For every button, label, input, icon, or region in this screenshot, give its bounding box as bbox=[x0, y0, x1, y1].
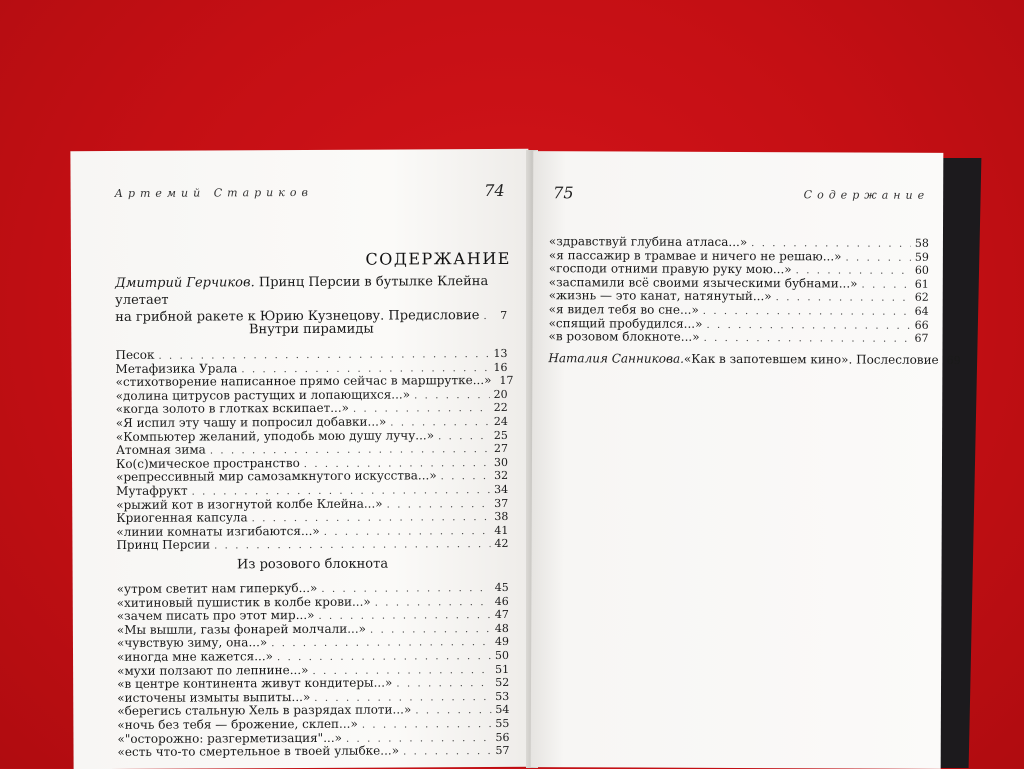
toc-entry-page: 64 bbox=[915, 305, 929, 319]
toc-entry bbox=[115, 347, 507, 363]
toc-entry-page: 37 bbox=[494, 496, 508, 510]
toc-entry-page: 24 bbox=[494, 415, 508, 429]
leader-dots bbox=[324, 525, 491, 539]
toc-entry bbox=[118, 744, 510, 760]
leader-dots bbox=[776, 292, 911, 306]
toc-entry-title: «здравствуй глубина атласа...» bbox=[549, 235, 747, 249]
toc-entry-title: «рыжий кот в изогнутой колбе Клейна...» bbox=[116, 497, 382, 512]
toc-entry bbox=[116, 496, 508, 512]
toc-entry bbox=[117, 676, 509, 692]
toc-entry-title: «Мы вышли, газы фонарей молчали...» bbox=[117, 622, 366, 637]
toc-entry-title: «долина цитрусов растущих и лопающихся...» bbox=[116, 388, 410, 403]
leader-dots bbox=[271, 636, 491, 651]
leader-dots bbox=[706, 318, 910, 332]
leader-dots bbox=[370, 623, 491, 637]
toc-entry-title: «господи отними правую руку мою...» bbox=[549, 262, 792, 277]
preface-entry bbox=[115, 273, 507, 327]
leader-dots bbox=[862, 278, 911, 292]
toc-entry-page: 50 bbox=[495, 649, 509, 663]
leader-dots bbox=[438, 430, 490, 444]
leader-dots bbox=[362, 718, 492, 732]
toc-entry-page: 25 bbox=[494, 428, 508, 442]
toc-entry-title: «берегись стальную Хель в разрядах плоти...» bbox=[117, 704, 411, 719]
toc-entry-title: Атомная зима bbox=[116, 444, 206, 458]
leader-dots bbox=[703, 305, 911, 320]
afterword-author: Наталия Санникова. bbox=[548, 351, 684, 366]
toc-entry-title: «"осторожно: разгерметизация"...» bbox=[117, 731, 342, 746]
leader-dots bbox=[704, 332, 911, 346]
toc-entry bbox=[116, 524, 508, 540]
afterword-title: «Как в запотевшем кино». Послесловие bbox=[684, 352, 939, 367]
toc-entry-page: 17 bbox=[499, 374, 513, 388]
toc-entry-page: 30 bbox=[494, 456, 508, 470]
toc-entry-page: 20 bbox=[494, 388, 508, 402]
afterword-page: 69 bbox=[947, 354, 961, 367]
toc-entry-page: 67 bbox=[915, 332, 929, 346]
toc-entry-page: 60 bbox=[915, 264, 929, 278]
leader-dots bbox=[414, 389, 490, 403]
toc-entry-title: «утром светит нам гиперкуб...» bbox=[117, 582, 318, 597]
toc-entry-page: 59 bbox=[915, 250, 929, 264]
toc-entry-title: «спящий пробудился...» bbox=[549, 317, 703, 331]
leader-dots bbox=[441, 470, 491, 484]
toc-entry-title: «стихотворение написанное прямо сейчас в маршрутке...» bbox=[116, 374, 492, 390]
toc-entry-title: «в розовом блокноте...» bbox=[549, 330, 700, 344]
toc-entry-page: 61 bbox=[915, 278, 929, 292]
toc-entry-title: Криогенная капсула bbox=[116, 511, 247, 525]
toc-entry-page: 55 bbox=[495, 717, 509, 731]
preface-title-line1: Принц Персии в бутылке Клейна улетает bbox=[115, 274, 488, 308]
running-head-contents: Содержание bbox=[804, 188, 930, 202]
leader-dots bbox=[277, 650, 491, 665]
toc-entry-page: 57 bbox=[495, 744, 509, 758]
toc-entry-page: 49 bbox=[495, 635, 509, 649]
toc-entry-title: Песок bbox=[115, 349, 154, 363]
toc-entry-title: «зачем писать про этот мир...» bbox=[117, 609, 315, 624]
toc-entry-page: 62 bbox=[915, 291, 929, 305]
toc-entry bbox=[117, 622, 509, 638]
toc-entry-page: 27 bbox=[494, 442, 508, 456]
toc-entry bbox=[117, 635, 509, 651]
leader-dots bbox=[403, 745, 492, 759]
toc-entry-page: 34 bbox=[494, 483, 508, 497]
toc-entry-title: «Я испил эту чашу и попросил добавки...» bbox=[116, 416, 387, 431]
toc-entry-title: «я видел тебя во сне...» bbox=[549, 303, 699, 317]
toc-entry-page: 32 bbox=[494, 469, 508, 483]
left-page bbox=[70, 149, 531, 769]
page-number-right: 75 bbox=[553, 183, 573, 202]
toc-entry-title: Мутафрукт bbox=[116, 485, 187, 499]
toc-entry bbox=[116, 428, 508, 444]
toc-entry-title: Ко(с)мическое пространство bbox=[116, 457, 300, 472]
toc-entry-page: 58 bbox=[915, 237, 929, 251]
toc-entry-title: «источены измыты выпиты...» bbox=[117, 691, 310, 706]
toc-entry-page: 41 bbox=[494, 524, 508, 538]
toc-entry-title: Метафизика Урала bbox=[115, 362, 237, 376]
toc-entry bbox=[116, 469, 508, 485]
toc-entry-page: 42 bbox=[494, 537, 508, 551]
toc-entry-page: 66 bbox=[915, 318, 929, 332]
leader-dots bbox=[214, 538, 490, 553]
preface-title-line2: на грибной ракете к Юрию Кузнецову. Предисловие bbox=[115, 307, 479, 326]
toc-list-pink-notebook bbox=[117, 581, 510, 760]
toc-entry-page: 54 bbox=[495, 703, 509, 717]
group-heading-pink-notebook: Из розового блокнота bbox=[117, 556, 509, 573]
toc-entry-title: «ночь без тебя — брожение, склеп...» bbox=[117, 718, 357, 733]
page-number-left: 74 bbox=[484, 181, 504, 200]
toc-entry-title: «чувствую зиму, она...» bbox=[117, 637, 267, 651]
toc-entry-title: «когда золото в глотках вскипает...» bbox=[116, 402, 349, 417]
leader-dots bbox=[387, 498, 491, 512]
right-page bbox=[531, 151, 944, 769]
toc-entry-title: «в центре континента живут кондитеры...» bbox=[117, 677, 392, 692]
toc-entry-title: «линии комнаты изгибаются...» bbox=[116, 525, 319, 540]
toc-entry-page: 52 bbox=[495, 676, 509, 690]
toc-entry-title: «заспамили всё своими языческими бубнами...» bbox=[549, 276, 858, 291]
toc-list-inside-pyramid bbox=[115, 347, 508, 553]
toc-entry-page: 13 bbox=[493, 347, 507, 361]
afterword-entry bbox=[548, 351, 928, 367]
toc-entry-page: 45 bbox=[495, 581, 509, 595]
running-head-author: Артемий Стариков bbox=[115, 186, 313, 200]
preface-author: Дмитрий Герчиков. bbox=[115, 275, 255, 291]
toc-entry-title: «мухи ползают по лепнине...» bbox=[117, 664, 308, 679]
toc-entry-title: Принц Персии bbox=[116, 539, 210, 553]
toc-list-right bbox=[549, 235, 929, 345]
toc-entry-page: 38 bbox=[494, 510, 508, 524]
contents-title: СОДЕРЖАНИЕ bbox=[365, 249, 511, 269]
toc-entry-page: 56 bbox=[495, 730, 509, 744]
toc-entry-page: 48 bbox=[495, 622, 509, 636]
leader-dots bbox=[415, 704, 491, 718]
toc-entry-page: 16 bbox=[493, 361, 507, 375]
toc-entry-title: «жизнь — это канат, натянутый...» bbox=[549, 290, 772, 305]
toc-entry-title: «иногда мне кажется...» bbox=[117, 650, 273, 664]
toc-entry bbox=[116, 442, 508, 458]
toc-entry-title: «репрессивный мир самозамкнутого искусства...» bbox=[116, 470, 437, 485]
toc-entry-title: «я пассажир в трамвае и ничего не решаю...» bbox=[549, 249, 842, 264]
toc-entry bbox=[117, 649, 509, 665]
leader-dots bbox=[396, 677, 491, 691]
toc-entry bbox=[116, 537, 508, 553]
preface-page: 7 bbox=[493, 307, 507, 324]
toc-entry-page: 51 bbox=[495, 662, 509, 676]
leader-dots bbox=[375, 596, 491, 610]
toc-entry-page: 53 bbox=[495, 690, 509, 704]
leader-dots bbox=[845, 251, 910, 265]
toc-entry-title: «хитиновый пушистик в колбе крови...» bbox=[117, 595, 371, 610]
toc-entry-page: 47 bbox=[495, 608, 509, 622]
toc-entry bbox=[549, 330, 929, 345]
group-heading-inside-pyramid: Внутри пирамиды bbox=[115, 321, 507, 338]
toc-entry-page: 46 bbox=[495, 595, 509, 609]
toc-entry-page: 22 bbox=[494, 401, 508, 415]
toc-entry-title: «Компьютер желаний, уподобь мою душу лучу...» bbox=[116, 429, 434, 444]
toc-entry-title: «есть что-то смертельное в твоей улыбке...» bbox=[118, 745, 400, 760]
